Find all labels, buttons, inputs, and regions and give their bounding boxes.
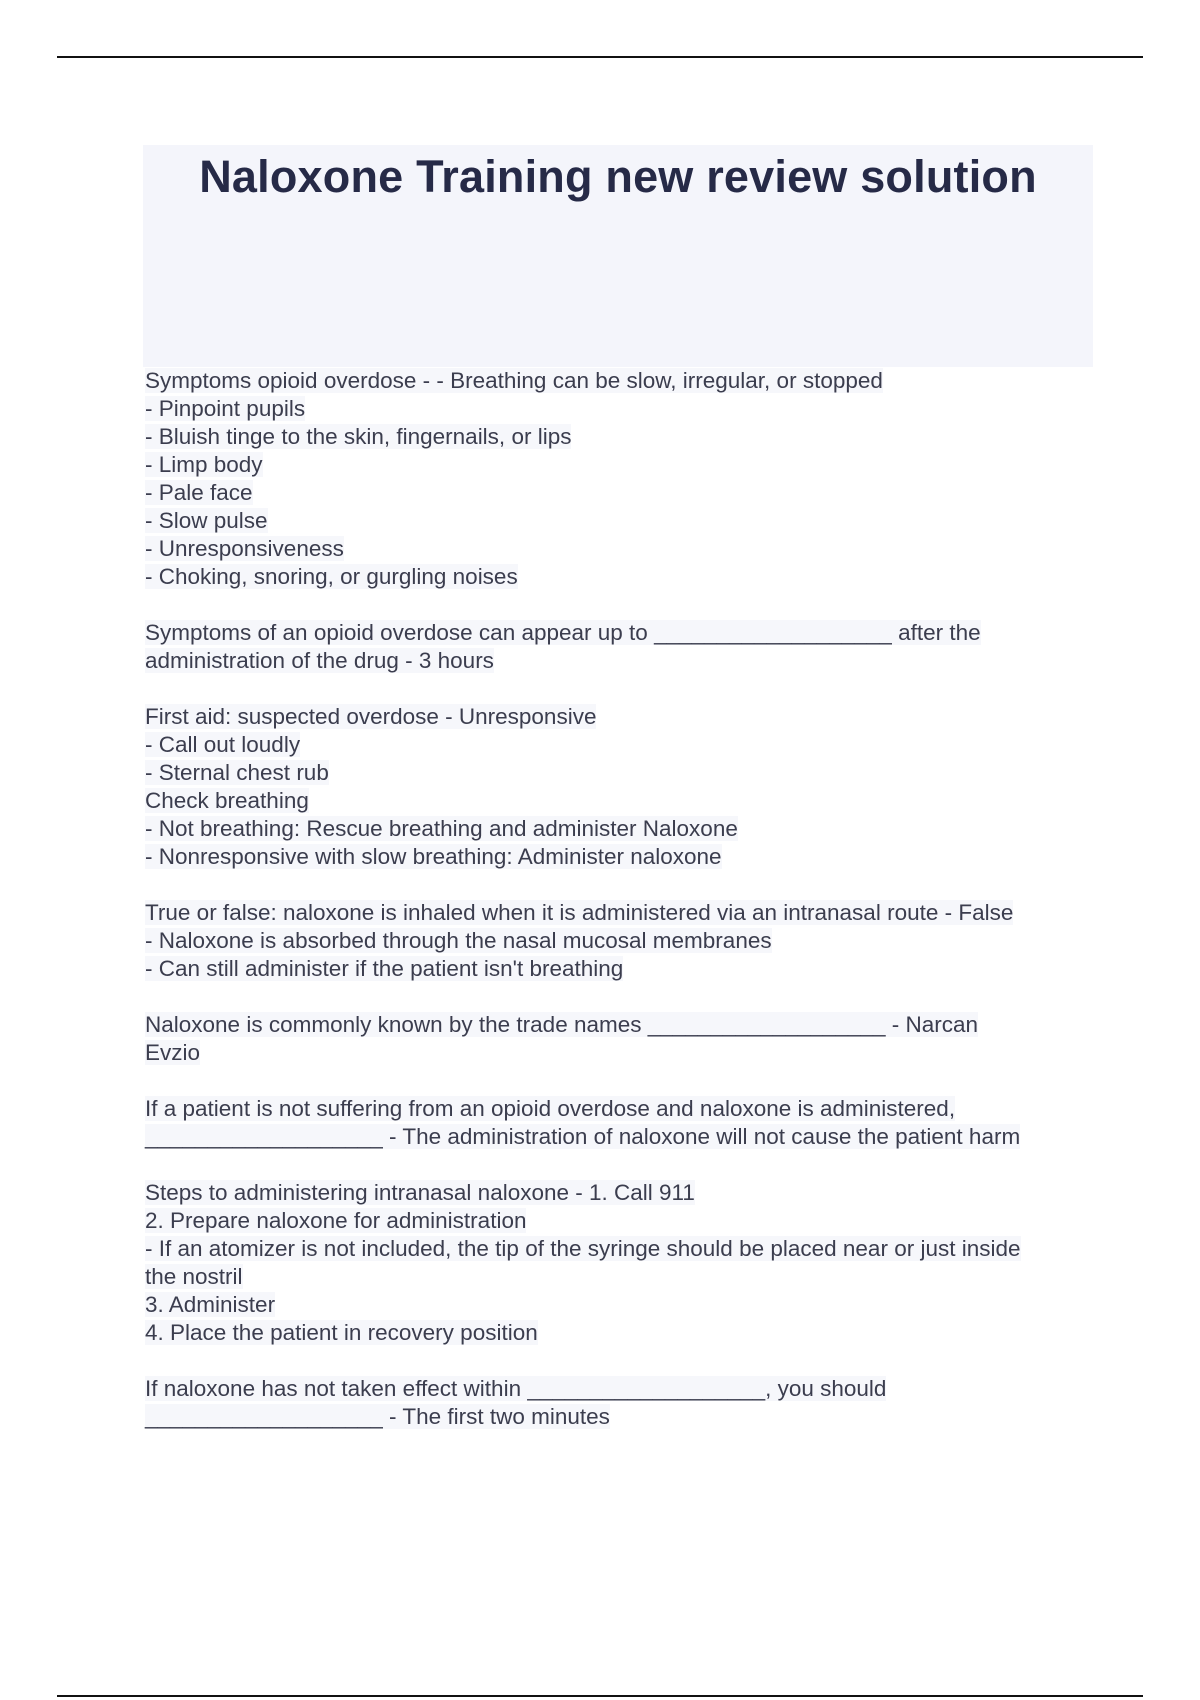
text-line: administration of the drug - 3 hours: [145, 648, 494, 673]
text-line: If naloxone has not taken effect within ___________________, you should: [145, 1376, 887, 1401]
text-line: - Nonresponsive with slow breathing: Administer naloxone: [145, 844, 722, 869]
text-line: - Limp body: [145, 452, 263, 477]
qa-entry: [145, 703, 1095, 871]
text-line: ___________________ - The administration of naloxone will not cause the patient harm: [145, 1124, 1021, 1149]
text-line: ___________________ - The first two minutes: [145, 1404, 610, 1429]
qa-entry: [145, 1375, 1095, 1431]
text-line: - If an atomizer is not included, the tip of the syringe should be placed near or just inside: [145, 1236, 1021, 1261]
document-body: [145, 367, 1095, 1459]
document-title: Naloxone Training new review solution: [199, 151, 1037, 202]
qa-entry: [145, 367, 1095, 591]
bottom-rule: [57, 1695, 1143, 1697]
text-line: Check breathing: [145, 788, 309, 813]
text-line: - Slow pulse: [145, 508, 268, 533]
text-line: - Choking, snoring, or gurgling noises: [145, 564, 518, 589]
text-line: Naloxone is commonly known by the trade names ___________________ - Narcan: [145, 1012, 979, 1037]
text-line: Evzio: [145, 1040, 201, 1065]
text-line: 2. Prepare naloxone for administration: [145, 1208, 527, 1233]
qa-entry: [145, 619, 1095, 675]
text-line: Steps to administering intranasal naloxone - 1. Call 911: [145, 1180, 695, 1205]
text-line: - Sternal chest rub: [145, 760, 329, 785]
top-rule: [57, 56, 1143, 58]
text-line: Symptoms of an opioid overdose can appear up to ___________________ after the: [145, 620, 981, 645]
text-line: - Naloxone is absorbed through the nasal mucosal membranes: [145, 928, 772, 953]
text-line: First aid: suspected overdose - Unresponsive: [145, 704, 597, 729]
text-line: Symptoms opioid overdose - - Breathing can be slow, irregular, or stopped: [145, 368, 883, 393]
text-line: 3. Administer: [145, 1292, 276, 1317]
text-line: - Can still administer if the patient isn't breathing: [145, 956, 624, 981]
text-line: If a patient is not suffering from an opioid overdose and naloxone is administered,: [145, 1096, 956, 1121]
text-line: - Pinpoint pupils: [145, 396, 306, 421]
qa-entry: [145, 899, 1095, 983]
text-line: - Bluish tinge to the skin, fingernails, or lips: [145, 424, 572, 449]
text-line: - Pale face: [145, 480, 253, 505]
text-line: - Call out loudly: [145, 732, 301, 757]
qa-entry: [145, 1179, 1095, 1347]
text-line: - Not breathing: Rescue breathing and administer Naloxone: [145, 816, 738, 841]
qa-entry: [145, 1011, 1095, 1067]
text-line: True or false: naloxone is inhaled when it is administered via an intranasal route - False: [145, 900, 1014, 925]
text-line: the nostril: [145, 1264, 243, 1289]
title-banner: [143, 145, 1093, 367]
text-line: 4. Place the patient in recovery position: [145, 1320, 538, 1345]
text-line: - Unresponsiveness: [145, 536, 344, 561]
qa-entry: [145, 1095, 1095, 1151]
